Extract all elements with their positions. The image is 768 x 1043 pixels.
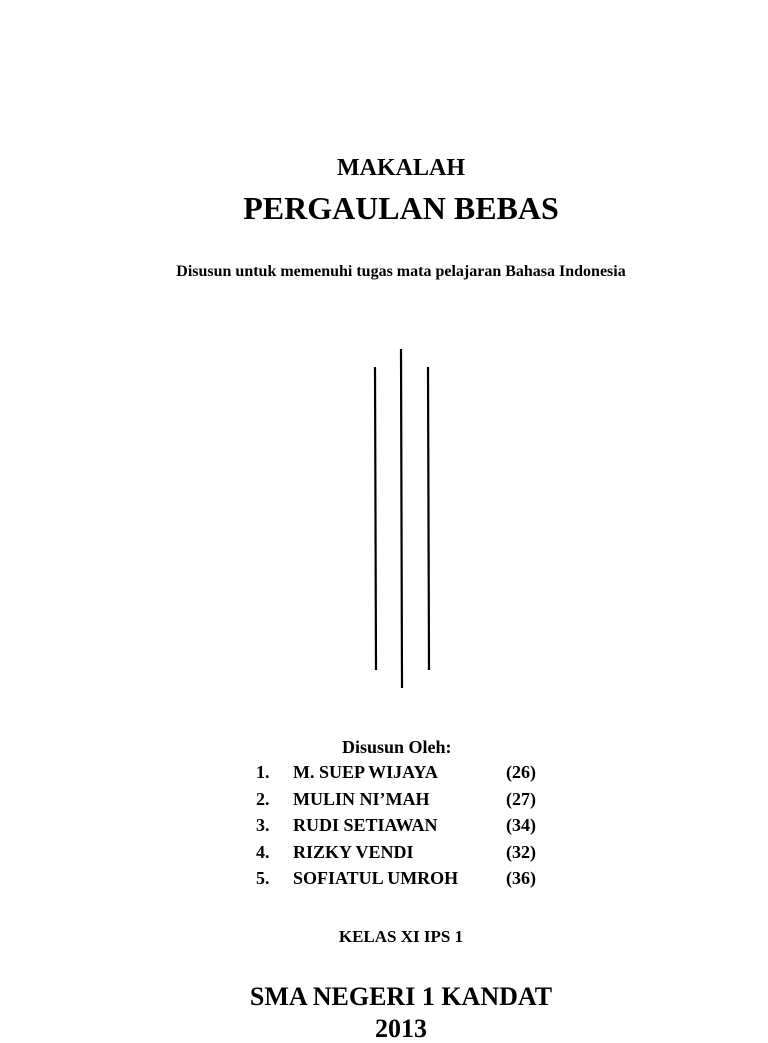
author-number: 3. [256, 815, 270, 835]
list-item [256, 869, 556, 896]
school-name: SMA NEGERI 1 KANDAT [249, 982, 553, 1011]
author-number: 2. [256, 788, 270, 809]
author-name: RUDI SETIAWAN [293, 815, 438, 835]
authors-heading: Disusun Oleh: [342, 737, 452, 757]
author-number: 5. [256, 868, 270, 888]
author-list [256, 763, 556, 896]
document-subtitle: Disusun untuk memenuhi tugas mata pelajaran Bahasa Indonesia [176, 263, 626, 280]
author-code: (26) [506, 762, 536, 782]
vertical-line-left [375, 367, 376, 670]
author-name: M. SUEP WIJAYA [293, 762, 438, 782]
author-name: RIZKY VENDI [293, 841, 414, 862]
list-item [256, 790, 556, 817]
list-item [256, 763, 556, 790]
author-name: MULIN NI’MAH [293, 788, 430, 809]
list-item [256, 843, 556, 870]
author-code: (27) [506, 788, 536, 809]
author-code: (36) [506, 868, 536, 888]
author-code: (32) [506, 841, 536, 862]
vertical-line-right [428, 367, 429, 670]
author-number: 4. [256, 841, 270, 862]
document-title: PERGAULAN BEBAS [243, 190, 559, 226]
author-code: (34) [506, 815, 536, 835]
document-year: 2013 [375, 1014, 427, 1043]
author-name: SOFIATUL UMROH [293, 868, 459, 888]
class-line: KELAS XI IPS 1 [338, 927, 464, 946]
list-item [256, 816, 556, 843]
vertical-line-center [401, 349, 402, 688]
document-label: MAKALAH [337, 155, 465, 181]
author-number: 1. [256, 762, 270, 782]
